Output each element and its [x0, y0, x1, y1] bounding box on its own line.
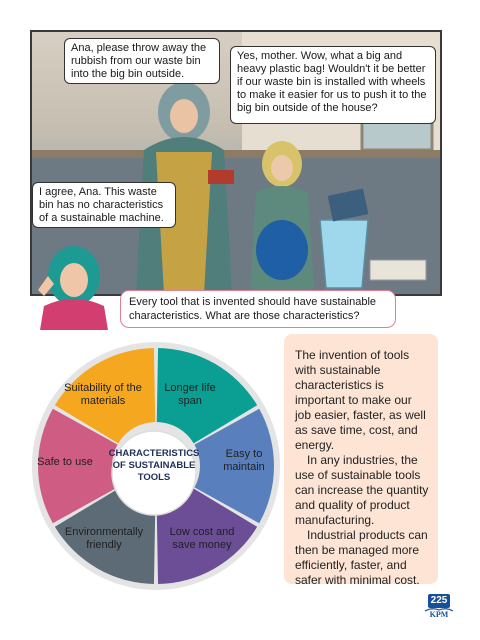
mother-speech-text: Ana, please throw away the rubbish from our waste bin into the big bin outside. — [71, 42, 207, 80]
newspaper-stack — [370, 260, 426, 280]
mother-reply-text: I agree, Ana. This waste bin has no characteristics of a sustainable machine. — [39, 186, 164, 224]
label-easy-to-maintain: Easy to maintain — [223, 448, 265, 473]
teacher-speech-text: Every tool that is invented should have sustainable characteristics. What are those characteristics? — [129, 296, 377, 322]
paragraph-2: In any industries, the use of sustainable tools can increase the quantity and quality of product manufacturing. — [295, 453, 429, 527]
label-environmentally-friendly: Environmentally friendly — [64, 526, 144, 551]
teacher-illustration — [30, 236, 114, 330]
label-safe-to-use: Safe to use — [37, 456, 93, 468]
label-low-cost: Low cost and save money — [169, 526, 235, 551]
ana-speech-text: Yes, mother. Wow, what a big and heavy plastic bag! Wouldn't it be better if our waste bin is installed with wheels to make it easier for us to push it to the big bin outside of the house? — [237, 50, 427, 114]
teacher-speech-bubble — [120, 290, 396, 328]
plastic-bag — [256, 220, 308, 280]
mother-speech-bubble — [64, 38, 220, 84]
mother-reply-bubble — [32, 182, 176, 228]
label-suitability-of-materials: Suitability of the materials — [64, 382, 142, 407]
center-title: CHARACTERISTICS OF SUSTAINABLE TOOLS — [108, 448, 200, 483]
page-number: 225 — [428, 594, 450, 608]
publisher-logo-text: KPM — [429, 610, 449, 619]
counter-top — [32, 150, 440, 158]
explanation-box — [284, 334, 438, 587]
paragraph-1: The invention of tools with sustainable characteristics is important to make our job easier, faster, as well as save time, cost, and energy. — [295, 348, 426, 452]
paragraph-3: Industrial products can then be managed more efficiently, faster, and safer with minimal cost. — [295, 528, 428, 587]
ana-speech-bubble — [230, 46, 436, 124]
label-longer-life-span: Longer life span — [164, 382, 216, 407]
